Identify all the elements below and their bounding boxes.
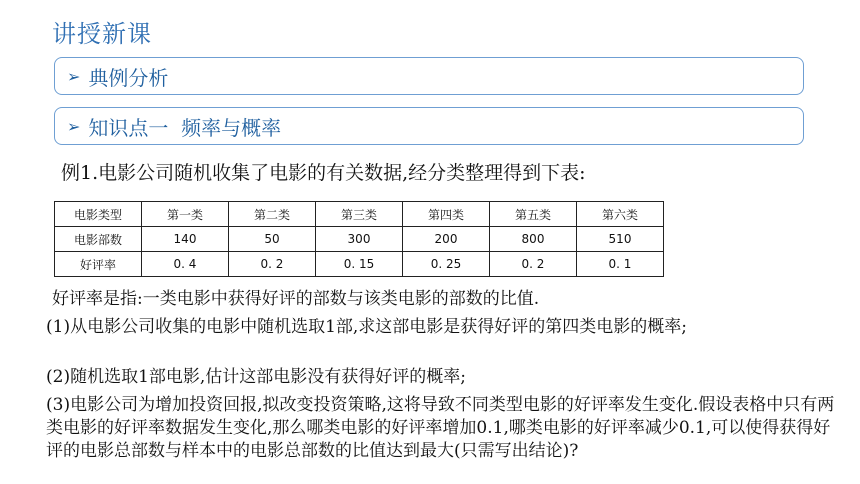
table-cell: 第四类 xyxy=(403,202,490,227)
table-cell: 电影类型 xyxy=(55,202,142,227)
page-title: 讲授新课 xyxy=(52,20,152,48)
table-cell: 0. 4 xyxy=(142,252,229,277)
table-cell: 0. 2 xyxy=(490,252,577,277)
arrow-bullet-icon: ➢ xyxy=(67,116,81,136)
table-cell: 0. 1 xyxy=(577,252,664,277)
table-row xyxy=(55,252,664,277)
example-intro: 例1.电影公司随机收集了电影的有关数据,经分类整理得到下表: xyxy=(61,162,586,184)
table-cell: 好评率 xyxy=(55,252,142,277)
section-label: 典例分析 xyxy=(88,65,169,90)
table-cell: 140 xyxy=(142,227,229,252)
table-header-row xyxy=(55,202,664,227)
section-label: 知识点一 频率与概率 xyxy=(88,115,282,140)
table-cell: 510 xyxy=(577,227,664,252)
table-cell: 第二类 xyxy=(229,202,316,227)
question-3: (3)电影公司为增加投资回报,拟改变投资策略,这将导致不同类型电影的好评率发生变化.假设表格中只有两类电影的好评率数据发生变化,那么哪类电影的好评率增加0.1,哪类电影的好评率减少0.1,可以使得获得好评的电影总部数与样本中的电影总部数的比值达到最大(只需写出结论)? xyxy=(46,395,835,461)
table-cell: 50 xyxy=(229,227,316,252)
table-cell: 电影部数 xyxy=(55,227,142,252)
table-cell: 0. 2 xyxy=(229,252,316,277)
question-1: (1)从电影公司收集的电影中随机选取1部,求这部电影是获得好评的第四类电影的概率; xyxy=(46,317,688,337)
definition-text: 好评率是指:一类电影中获得好评的部数与该类电影的部数的比值. xyxy=(52,289,540,309)
question-2: (2)随机选取1部电影,估计这部电影没有获得好评的概率; xyxy=(46,367,467,387)
movie-data-table xyxy=(54,201,664,277)
table-cell: 第六类 xyxy=(577,202,664,227)
table-cell: 0. 15 xyxy=(316,252,403,277)
table-cell: 200 xyxy=(403,227,490,252)
table-cell: 第五类 xyxy=(490,202,577,227)
table-cell: 第一类 xyxy=(142,202,229,227)
arrow-bullet-icon: ➢ xyxy=(67,66,81,86)
table-cell: 800 xyxy=(490,227,577,252)
table-cell: 300 xyxy=(316,227,403,252)
table-cell: 0. 25 xyxy=(403,252,490,277)
table-cell: 第三类 xyxy=(316,202,403,227)
section-box-example-analysis xyxy=(54,57,804,95)
section-box-knowledge-point xyxy=(54,107,804,145)
table-row xyxy=(55,227,664,252)
